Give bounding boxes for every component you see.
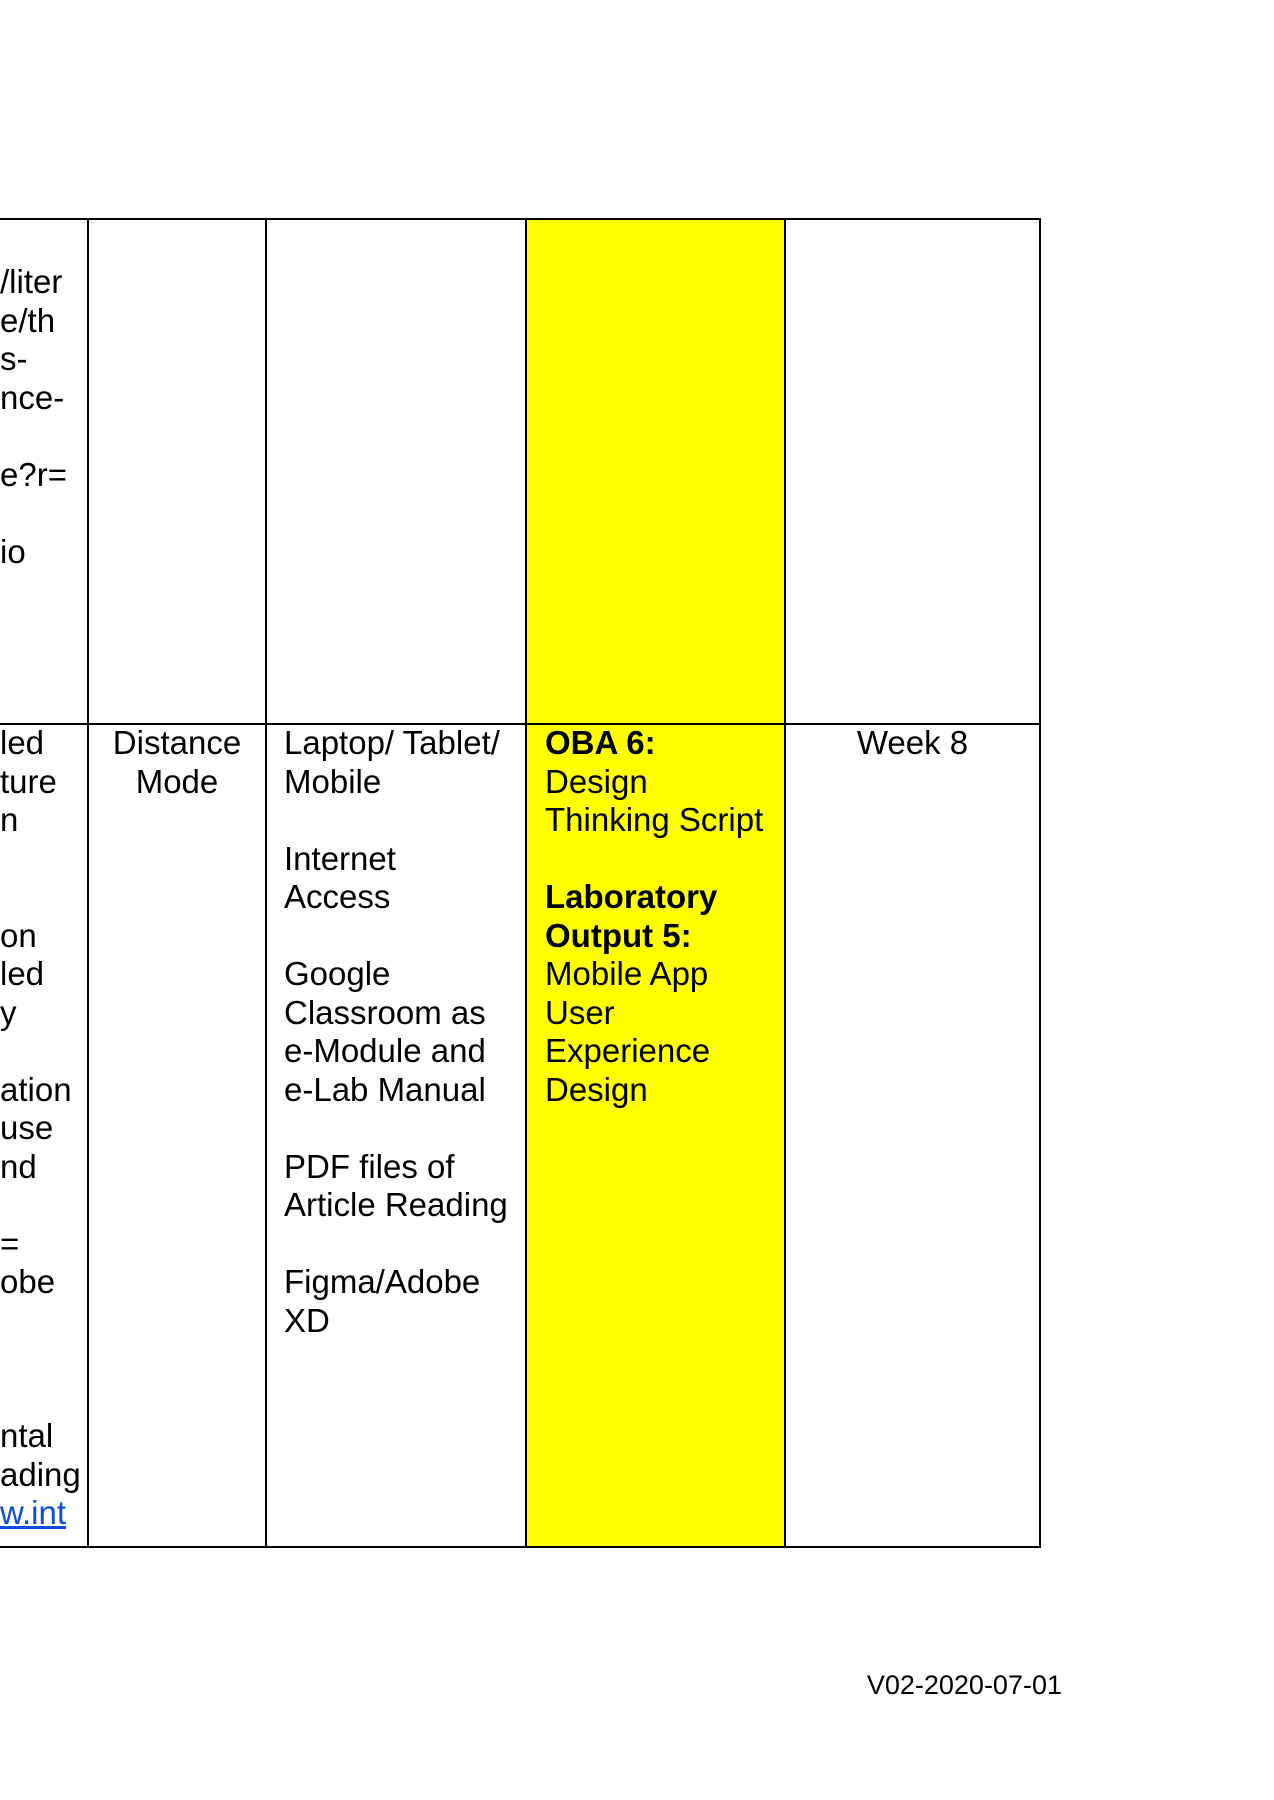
column-divider-2 (265, 218, 267, 1548)
learning-resources: Laptop/ Tablet/ Mobile Internet Access Google Classroom as e-Module and e-Lab Manual PDF files of Article Reading Figma/Adobe XD (284, 724, 508, 1339)
week-label: Week 8 (856, 724, 969, 761)
column-divider-4 (784, 218, 786, 1548)
lab-output-title: Laboratory (545, 878, 718, 915)
column-divider-3 (525, 218, 527, 1548)
assessment-tasks: OBA 6: Design Thinking Script Laboratory Output 5: Mobile App User Experience Design (545, 724, 764, 1108)
table-top-border (0, 218, 1041, 220)
oba-title: OBA 6: (545, 724, 656, 761)
row2-activity-fragments: led ture n on led y ation use nd = obe ntal ading w.int (0, 724, 81, 1531)
column-divider-1 (87, 218, 89, 1548)
table-bottom-border (0, 1546, 1041, 1548)
row1-activity-fragments: /liter e/th s- nce- e?r= io (0, 263, 67, 570)
reference-link[interactable]: w.int (0, 1494, 67, 1531)
document-version: V02-2020-07-01 (866, 1670, 1062, 1700)
table-right-border (1039, 218, 1041, 1548)
delivery-mode: Distance Mode (112, 724, 242, 800)
